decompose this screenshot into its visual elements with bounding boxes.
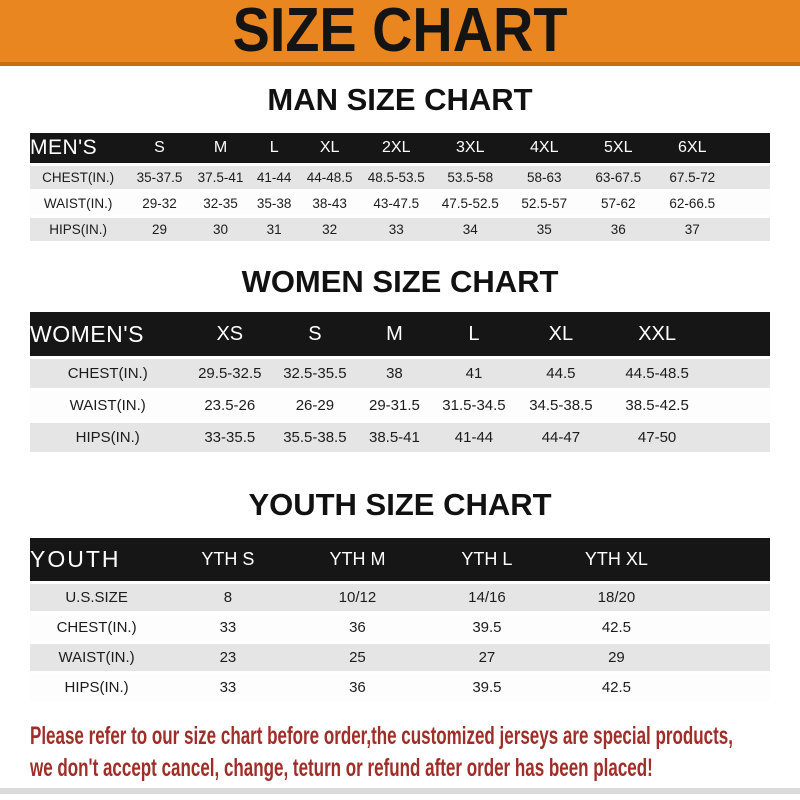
youth-header-row xyxy=(30,538,770,581)
women-size-col: M xyxy=(356,312,434,356)
size-cell: 35.5-38.5 xyxy=(283,429,347,446)
men-size-col: 4XL xyxy=(507,133,581,163)
size-cell: 18/20 xyxy=(597,589,636,606)
spacer-cell xyxy=(729,218,770,241)
size-cell: 35 xyxy=(536,222,552,237)
size-cell: 44-48.5 xyxy=(306,170,353,185)
women-corner-label: WOMEN'S xyxy=(30,312,185,356)
spacer-cell xyxy=(707,359,770,388)
size-cell: 23 xyxy=(219,649,237,666)
size-cell: 33 xyxy=(219,679,237,696)
size-cell: 26-29 xyxy=(295,397,335,414)
size-cell: 29.5-32.5 xyxy=(198,365,262,382)
size-cell: 29-31.5 xyxy=(368,397,420,414)
women-size-col: S xyxy=(274,312,355,356)
size-cell: 62-66.5 xyxy=(669,196,716,211)
disclaimer-note xyxy=(30,720,800,784)
spacer-cell xyxy=(729,133,770,163)
size-cell: 57-62 xyxy=(601,196,636,211)
row-label: CHEST(IN.) xyxy=(56,619,137,636)
row-label: CHEST(IN.) xyxy=(42,170,115,185)
row-label: WAIST(IN.) xyxy=(58,649,135,666)
banner xyxy=(0,0,800,66)
size-cell: 29 xyxy=(608,649,625,666)
size-cell: 37 xyxy=(684,222,700,237)
men-size-col: M xyxy=(193,133,249,163)
youth-size-table xyxy=(30,535,770,704)
women-size-col: XL xyxy=(515,312,608,356)
youth-section-title: YOUTH SIZE CHART xyxy=(248,487,552,522)
size-cell: 44-47 xyxy=(541,429,581,446)
spacer-cell xyxy=(729,192,770,215)
size-cell: 10/12 xyxy=(338,589,377,606)
size-cell: 29 xyxy=(151,222,167,237)
size-cell: 31 xyxy=(266,222,282,237)
women-chest-row xyxy=(30,359,770,388)
size-cell: 47-50 xyxy=(637,429,677,446)
size-cell: 14/16 xyxy=(468,589,506,606)
spacer-cell xyxy=(681,614,770,641)
size-cell: 38 xyxy=(386,365,403,382)
youth-size-col: YTH M xyxy=(293,538,423,581)
spacer-cell xyxy=(681,644,770,671)
size-cell: 47.5-52.5 xyxy=(441,196,499,211)
men-chest-row xyxy=(30,166,770,189)
women-size-table xyxy=(30,309,770,455)
youth-ussize-row xyxy=(30,584,770,611)
size-cell: 31.5-34.5 xyxy=(442,397,506,414)
size-cell: 33 xyxy=(219,619,237,636)
men-size-table xyxy=(30,130,770,244)
size-cell: 44.5 xyxy=(546,365,576,382)
bottom-edge-strip xyxy=(0,788,800,794)
women-section-title: WOMEN SIZE CHART xyxy=(241,264,559,299)
men-size-col: 6XL xyxy=(655,133,729,163)
row-label: WAIST(IN.) xyxy=(43,196,113,211)
youth-size-col: YTH L xyxy=(422,538,552,581)
size-cell: 42.5 xyxy=(601,679,632,696)
men-size-col: S xyxy=(126,133,193,163)
spacer-cell xyxy=(729,166,770,189)
size-cell: 38-43 xyxy=(312,196,347,211)
size-cell: 25 xyxy=(349,649,366,666)
size-cell: 32.5-35.5 xyxy=(283,365,347,382)
size-cell: 27 xyxy=(478,649,496,666)
banner-title: SIZE CHART xyxy=(232,0,568,65)
size-cell: 44.5-48.5 xyxy=(625,365,689,382)
men-size-col: XL xyxy=(300,133,359,163)
youth-waist-row xyxy=(30,644,770,671)
size-cell: 67.5-72 xyxy=(669,170,716,185)
women-waist-row xyxy=(30,391,770,420)
spacer-cell xyxy=(681,674,770,701)
size-cell: 48.5-53.5 xyxy=(367,170,425,185)
size-cell: 33-35.5 xyxy=(204,429,256,446)
size-cell: 43-47.5 xyxy=(373,196,420,211)
men-section-title: MAN SIZE CHART xyxy=(267,82,533,117)
men-size-col: 2XL xyxy=(359,133,433,163)
size-cell: 35-38 xyxy=(256,196,292,211)
size-cell: 58-63 xyxy=(527,170,562,185)
size-cell: 41-44 xyxy=(256,170,292,185)
size-cell: 36 xyxy=(349,619,366,636)
men-size-col: 3XL xyxy=(433,133,507,163)
women-header-row xyxy=(30,312,770,356)
spacer-cell xyxy=(707,423,770,452)
women-size-col: XXL xyxy=(607,312,707,356)
women-hips-row xyxy=(30,423,770,452)
men-corner-label: MEN'S xyxy=(30,133,126,163)
row-label: U.S.SIZE xyxy=(65,589,128,606)
spacer-cell xyxy=(707,391,770,420)
size-cell: 32-35 xyxy=(203,196,238,211)
youth-corner-label: YOUTH xyxy=(30,538,163,581)
size-cell: 8 xyxy=(223,589,233,606)
size-cell: 53.5-58 xyxy=(447,170,494,185)
size-cell: 34 xyxy=(462,222,478,237)
size-cell: 39.5 xyxy=(472,679,502,696)
men-waist-row xyxy=(30,192,770,215)
size-cell: 41 xyxy=(465,365,483,382)
women-size-col: L xyxy=(433,312,514,356)
women-size-col: XS xyxy=(185,312,274,356)
size-cell: 35-37.5 xyxy=(136,170,183,185)
row-label: HIPS(IN.) xyxy=(49,222,107,237)
row-label: HIPS(IN.) xyxy=(64,679,129,696)
disclaimer-line-1: Please refer to our size chart before order,the customized jerseys are special products, xyxy=(30,722,733,750)
size-cell: 32 xyxy=(322,222,338,237)
size-cell: 36 xyxy=(610,222,626,237)
size-cell: 38.5-41 xyxy=(368,429,420,446)
disclaimer-line-2: we don't accept cancel, change, teturn or refund after order has been placed! xyxy=(30,754,653,782)
row-label: CHEST(IN.) xyxy=(67,365,148,382)
men-header-row xyxy=(30,133,770,163)
size-cell: 39.5 xyxy=(472,619,502,636)
youth-chest-row xyxy=(30,614,770,641)
row-label: WAIST(IN.) xyxy=(69,397,146,414)
size-cell: 29-32 xyxy=(142,196,177,211)
men-hips-row xyxy=(30,218,770,241)
spacer-cell xyxy=(681,584,770,611)
size-cell: 30 xyxy=(213,222,229,237)
size-cell: 23.5-26 xyxy=(204,397,256,414)
size-cell: 33 xyxy=(388,222,404,237)
spacer-cell xyxy=(681,538,770,581)
youth-size-col: YTH XL xyxy=(552,538,682,581)
men-size-col: 5XL xyxy=(581,133,655,163)
size-cell: 34.5-38.5 xyxy=(529,397,593,414)
size-cell: 36 xyxy=(349,679,366,696)
youth-size-col: YTH S xyxy=(163,538,293,581)
row-label: HIPS(IN.) xyxy=(75,429,140,446)
men-size-col: L xyxy=(248,133,300,163)
youth-hips-row xyxy=(30,674,770,701)
size-cell: 38.5-42.5 xyxy=(625,397,689,414)
size-cell: 41-44 xyxy=(454,429,494,446)
size-cell: 42.5 xyxy=(601,619,632,636)
size-cell: 63-67.5 xyxy=(595,170,642,185)
size-cell: 37.5-41 xyxy=(197,170,244,185)
spacer-cell xyxy=(707,312,770,356)
size-cell: 52.5-57 xyxy=(521,196,568,211)
